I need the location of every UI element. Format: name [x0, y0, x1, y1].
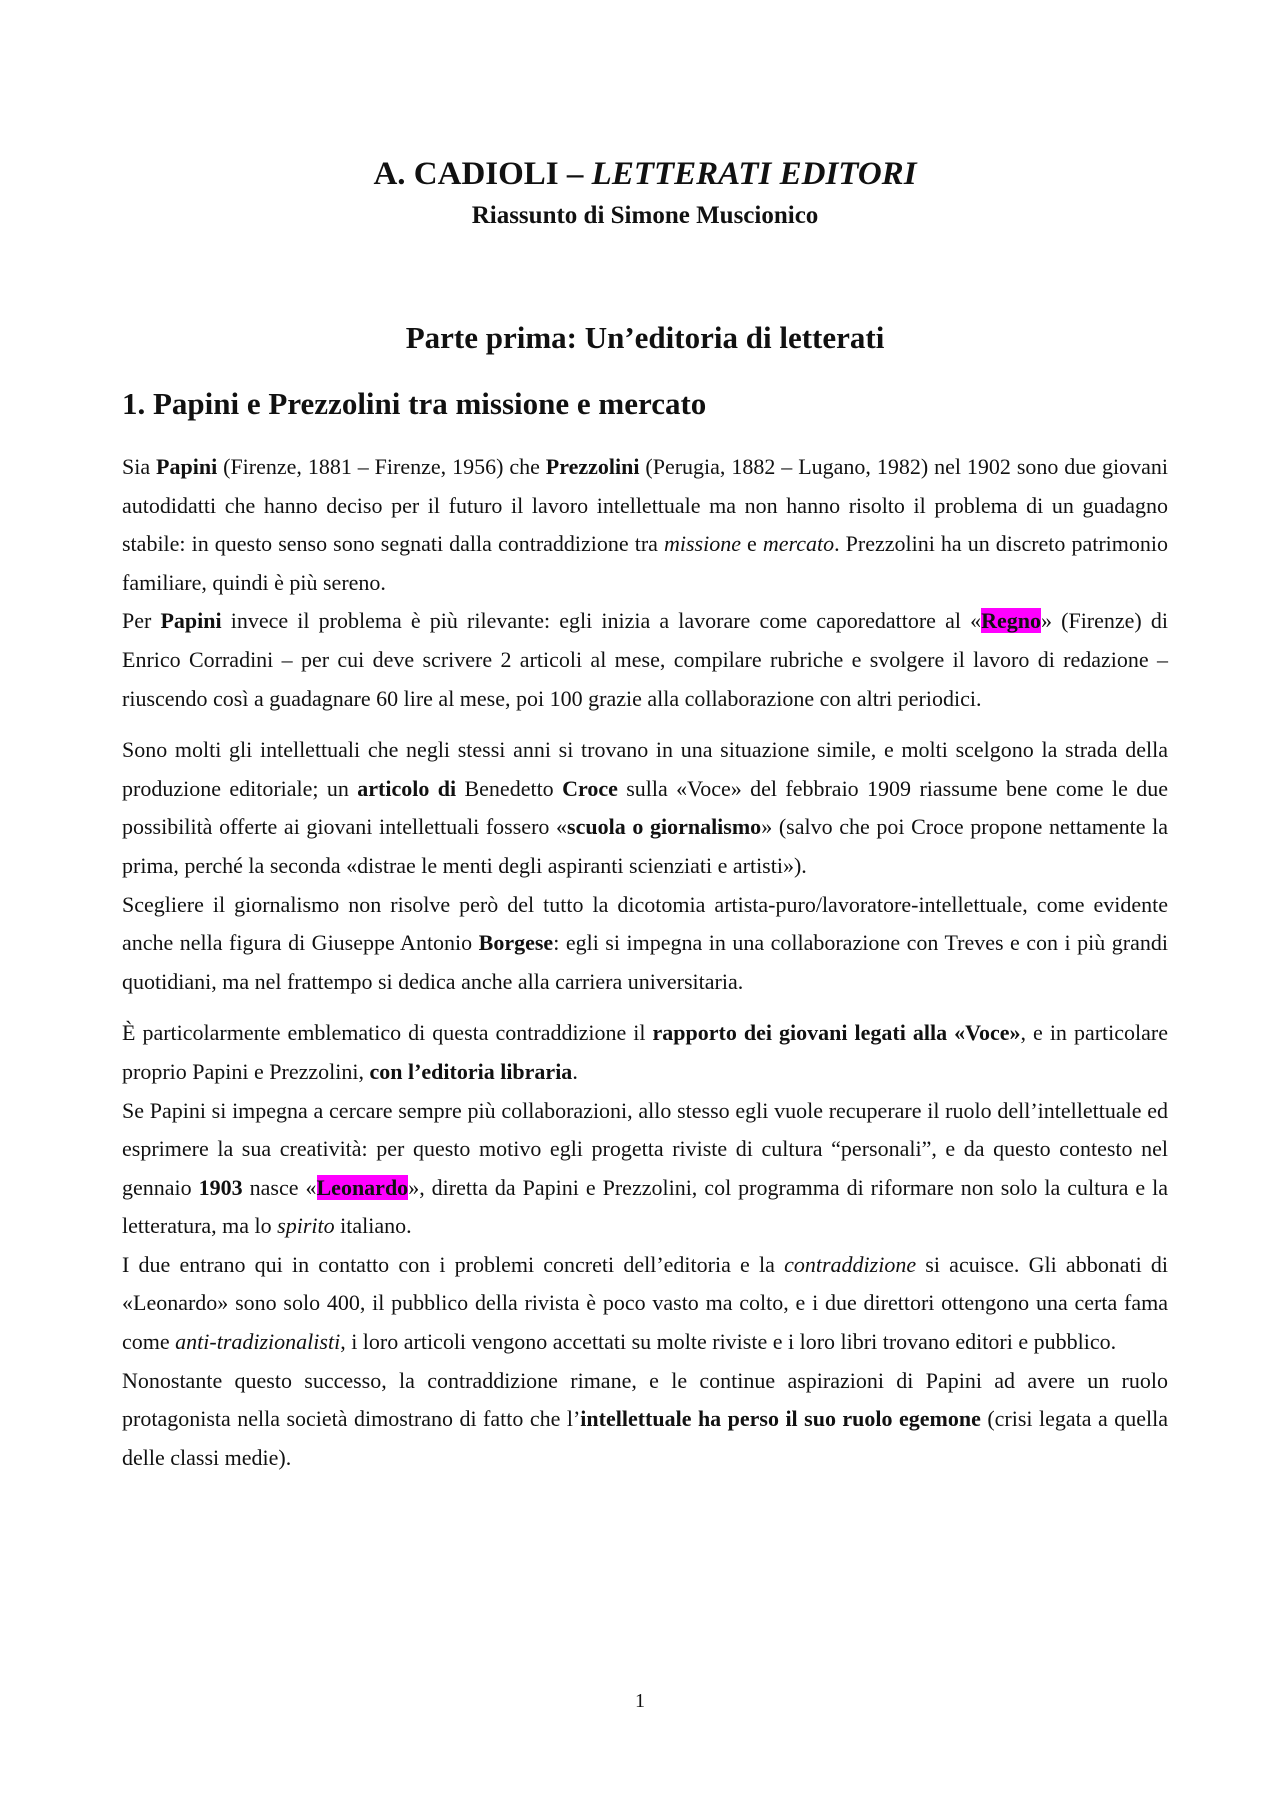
bold-term: 1903: [198, 1174, 243, 1200]
paragraph-6: Se Papini si impegna a cercare sempre più collaborazioni, allo stesso egli vuole recuperare il ruolo dell’intellettuale ed esprimere la sua creatività: per questo motivo egli progetta riviste di cultura “personali”, e da questo contesto nel gennaio 1903 nasce «Leonardo», diretta da Papini e Prezzolini, col programma di riformare non solo la cultura e la letteratura, ma lo spirito italiano.: [122, 1097, 1168, 1239]
document-title: [122, 154, 1168, 194]
bold-term: Papini: [156, 454, 218, 479]
bold-term: Croce: [562, 775, 618, 801]
bold-term: intellettuale ha perso il suo ruolo egemone: [580, 1406, 981, 1432]
bold-term: Papini: [160, 608, 222, 634]
bold-term: rapporto dei giovani legati alla «Voce»: [652, 1020, 1021, 1046]
document-subtitle: Riassunto di Simone Muscionico: [471, 202, 819, 229]
italic-term: contraddizione: [784, 1251, 917, 1277]
italic-term: mercato: [762, 531, 835, 557]
paragraph-5: È particolarmente emblematico di questa contraddizione il rapporto dei giovani legati alla «Voce», e in particolare proprio Papini e Prezzolini, con l’editoria libraria.: [122, 1020, 1168, 1084]
chapter-title: 1. Papini e Prezzolini tra missione e mercato: [122, 386, 707, 421]
italic-term: anti-tradizionalisti: [175, 1329, 341, 1355]
paragraph-7: I due entrano qui in contatto con i problemi concreti dell’editoria e la contraddizione si acuisce. Gli abbonati di «Leonardo» sono solo 400, il pubblico della rivista è poco vasto ma colto, e i due direttori ottengono una certa fama come anti-tradizionalisti, i loro articoli vengono accettati su molte riviste e i loro libri trovano editori e pubblico.: [122, 1251, 1168, 1355]
title-book: LETTERATI EDITORI: [591, 156, 917, 192]
italic-term: missione: [663, 531, 741, 557]
page-number: 1: [635, 1690, 645, 1712]
paragraph-4: Scegliere il giornalismo non risolve però del tutto la dicotomia artista-puro/lavoratore-intellettuale, come evidente anche nella figura di Giuseppe Antonio Borgese: egli si impegna in una collaborazione con Treves e con i più grandi quotidiani, ma nel frattempo si dedica anche alla carriera universitaria.: [122, 891, 1168, 994]
bold-term: Prezzolini: [545, 454, 640, 479]
italic-term: spirito: [277, 1213, 335, 1239]
paragraph-8: Nonostante questo successo, la contraddizione rimane, e le continue aspirazioni di Papini ad avere un ruolo protagonista nella società dimostrano di fatto che l’intellettuale ha perso il suo ruolo egemone (crisi legata a quella delle classi medie).: [122, 1367, 1168, 1470]
title-author: A. CADIOLI –: [373, 156, 592, 192]
highlighted-term: Leonardo: [316, 1174, 409, 1200]
part-title: Parte prima: Un’editoria di letterati: [405, 320, 885, 355]
highlighted-term: Regno: [981, 608, 1041, 634]
bold-term: scuola o giornalismo: [567, 814, 762, 840]
bold-term: articolo di: [357, 775, 457, 801]
paragraph-1: Sia Papini (Firenze, 1881 – Firenze, 1956) che Prezzolini (Perugia, 1882 – Lugano, 1982) nel 1902 sono due giovani autodidatti che hanno deciso per il futuro il lavoro intellettuale ma non hanno risolto il problema di un guadagno stabile: in questo senso sono segnati dalla contraddizione tra missione e mercato. Prezzolini ha un discreto patrimonio familiare, quindi è più sereno.: [122, 454, 1169, 595]
bold-term: Borgese: [478, 930, 554, 956]
paragraph-2: Per Papini invece il problema è più rilevante: egli inizia a lavorare come caporedattore al «Regno» (Firenze) di Enrico Corradini – per cui deve scrivere 2 articoli al mese, compilare rubriche e svolgere il lavoro di redazione – riuscendo così a guadagnare 60 lire al mese, poi 100 grazie alla collaborazione con altri periodici.: [122, 608, 1169, 711]
paragraph-3: Sono molti gli intellettuali che negli stessi anni si trovano in una situazione simile, e molti scelgono la strada della produzione editoriale; un articolo di Benedetto Croce sulla «Voce» del febbraio 1909 riassume bene come le due possibilità offerte ai giovani intellettuali fossero «scuola o giornalismo» (salvo che poi Croce propone nettamente la prima, perché la seconda «distrae le menti degli aspiranti scienziati e artisti»).: [122, 737, 1168, 878]
bold-term: con l’editoria libraria: [369, 1058, 573, 1084]
